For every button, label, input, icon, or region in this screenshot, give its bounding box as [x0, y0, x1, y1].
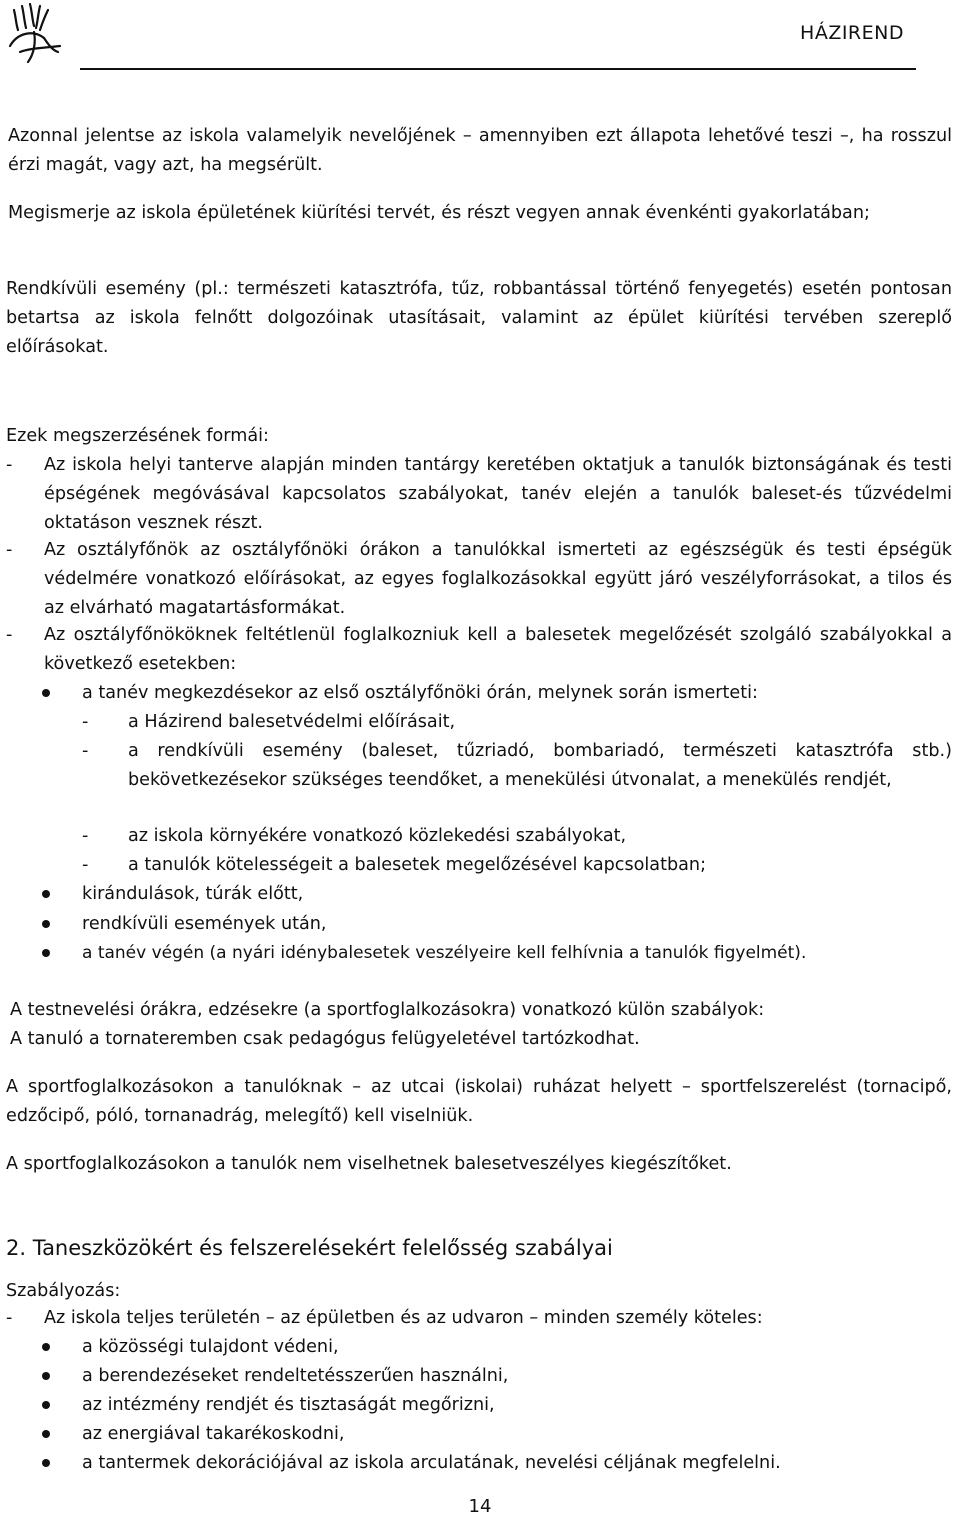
bullet-icon	[42, 1430, 52, 1440]
bullet-icon	[42, 1372, 52, 1382]
rule-item: az intézmény rendjét és tisztaságát megőrizni,	[82, 1395, 495, 1415]
bullet-icon	[42, 949, 52, 959]
case-item: kirándulások, túrák előtt,	[82, 884, 304, 904]
bullet-icon	[42, 1459, 52, 1469]
header-title: HÁZIREND	[800, 22, 904, 44]
forms-item: Az iskola helyi tanterve alapján minden tantárgy keretében oktatjuk a tanulók biztonságának és testi épségének megóvásával kapcsolatos szabályokat, tanév elején a tanulók baleset-és tűzvédelmi oktatáson vesznek részt.	[44, 455, 952, 533]
page-number: 14	[468, 1496, 492, 1517]
rules-lead: Az iskola teljes területén – az épületben és az udvaron – minden személy köteles:	[44, 1308, 763, 1328]
rule-item: az energiával takarékoskodni,	[82, 1424, 345, 1444]
section-heading: 2. Taneszközökért és felszerelésekért felelősség szabályai	[6, 1236, 613, 1260]
bullet-icon	[42, 920, 52, 930]
bullet-icon	[42, 1343, 52, 1353]
header-rule	[80, 68, 916, 70]
rule-item: a berendezéseket rendeltetésszerűen használni,	[82, 1366, 509, 1386]
list-dash: -	[6, 625, 13, 645]
bullet-icon	[42, 689, 52, 699]
paragraph-emergency: Rendkívüli esemény (pl.: természeti katasztrófa, tűz, robbantással történő fenyegetés) esetén pontosan betartsa az iskola felnőtt dolgozóinak utasításait, valamint az épület kiürítési tervében szereplő előírásokat.	[6, 279, 952, 357]
paragraph-sport-clothing: A sportfoglalkozásokon a tanulóknak – az utcai (iskolai) ruházat helyett – sportfelszerelést (tornacipő, edzőcipő, póló, tornanadrág, melegítő) kell viselniük.	[6, 1077, 952, 1126]
paragraph-report-injury: Azonnal jelentse az iskola valamelyik nevelőjének – amennyiben ezt állapota lehetővé teszi –, ha rosszul érzi magát, vagy azt, ha megsérült.	[8, 126, 952, 175]
sub-item: az iskola környékére vonatkozó közlekedési szabályokat,	[128, 826, 627, 846]
list-dash: -	[82, 712, 89, 732]
forms-intro: Ezek megszerzésének formái:	[6, 426, 269, 446]
forms-item: Az osztályfőnököknek feltétlenül foglalkozniuk kell a balesetek megelőzését szolgáló szabályokkal a következő esetekben:	[44, 625, 952, 674]
rule-item: a közösségi tulajdont védeni,	[82, 1337, 339, 1357]
list-dash: -	[6, 455, 13, 475]
rule-item: a tantermek dekorációjával az iskola arculatának, nevelési céljának megfelelni.	[82, 1453, 781, 1473]
list-dash: -	[82, 826, 89, 846]
list-dash: -	[82, 741, 89, 761]
bullet-icon	[42, 1401, 52, 1411]
sub-item: a tanulók kötelességeit a balesetek megelőzésével kapcsolatban;	[128, 855, 707, 875]
list-dash: -	[82, 855, 89, 875]
list-dash: -	[6, 540, 13, 560]
bullet-icon	[42, 890, 52, 900]
pe-heading: A testnevelési órákra, edzésekre (a sportfoglalkozásokra) vonatkozó külön szabályok:	[10, 1000, 765, 1020]
rules-intro: Szabályozás:	[6, 1281, 121, 1301]
case-item: a tanév megkezdésekor az első osztályfőnöki órán, melynek során ismerteti:	[82, 683, 758, 703]
pe-line: A tanuló a tornateremben csak pedagógus felügyeletével tartózkodhat.	[10, 1029, 640, 1049]
forms-item: Az osztályfőnök az osztályfőnöki órákon a tanulókkal ismerteti az egészségük és testi épségük védelmére vonatkozó előírásokat, az egyes foglalkozásokkal együtt járó veszélyforrásokat, a tilos és az elvárható magatartásformákat.	[44, 540, 952, 618]
sub-item: a Házirend balesetvédelmi előírásait,	[128, 712, 456, 732]
case-item: a tanév végén (a nyári idénybalesetek veszélyeire kell felhívnia a tanulók figyelmét).	[82, 943, 807, 963]
case-item: rendkívüli események után,	[82, 914, 327, 934]
school-logo	[4, 2, 70, 68]
list-dash: -	[6, 1308, 13, 1328]
paragraph-evacuation-plan: Megismerje az iskola épületének kiürítési tervét, és részt vegyen annak évenkénti gyakorlatában;	[8, 203, 870, 223]
sub-item: a rendkívüli esemény (baleset, tűzriadó, bombariadó, természeti katasztrófa stb.) bekövetkezésekor szükséges teendőket, a menekülési útvonalat, a menekülés rendjét,	[128, 741, 952, 790]
paragraph-sport-accessories: A sportfoglalkozásokon a tanulók nem viselhetnek balesetveszélyes kiegészítőket.	[6, 1154, 732, 1174]
